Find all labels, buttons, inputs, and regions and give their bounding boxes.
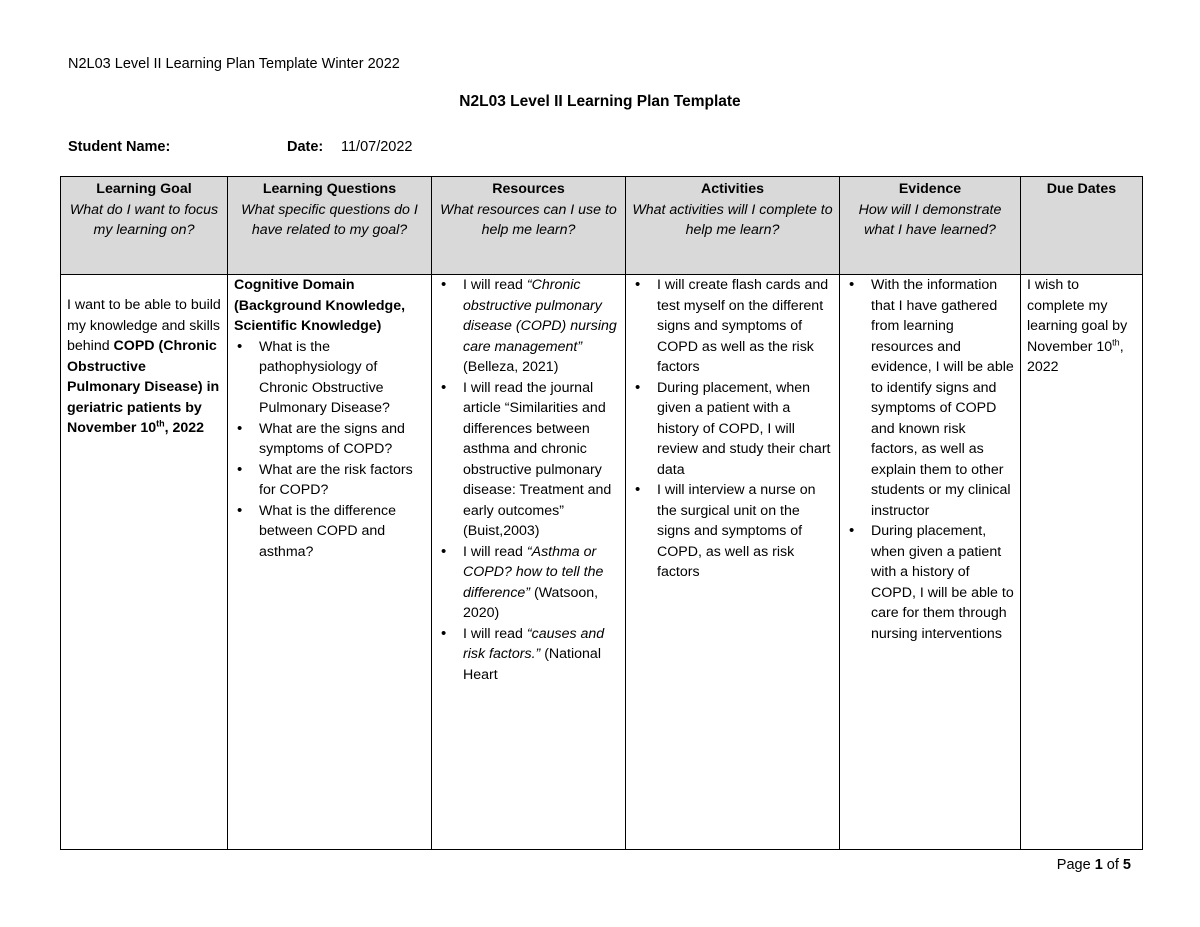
page-number	[1057, 857, 1131, 873]
activities-cell	[626, 275, 840, 850]
questions-list	[234, 337, 425, 563]
list-item	[438, 624, 619, 686]
list-item	[438, 378, 619, 542]
due-date-year: , 2022	[1027, 338, 1124, 375]
evidence-list	[846, 275, 1014, 644]
learning-goal-cell	[61, 275, 228, 850]
running-header: N2L03 Level II Learning Plan Template Winter 2022	[68, 56, 400, 72]
list-item	[438, 542, 619, 624]
resource-title: “causes and risk factors.”	[463, 625, 605, 662]
column-subtitle: What activities will I complete to help me learn?	[632, 201, 833, 238]
due-dates-cell	[1021, 275, 1143, 850]
list-item: • What is the pathophysiology of Chronic Obstructive Pulmonary Disease?	[234, 337, 425, 419]
column-header-evidence	[840, 177, 1021, 275]
learning-questions-cell	[228, 275, 432, 850]
list-item: • I will create flash cards and test myself on the different signs and symptoms of COPD as well as the risk factors	[632, 275, 833, 378]
column-subtitle: What specific questions do I have related to my goal?	[241, 201, 418, 238]
due-date-ordinal: th	[1112, 336, 1120, 347]
goal-text-topic: COPD (Chronic Obstructive Pulmonary Disease) in geriatric patients by November 10	[67, 338, 220, 436]
date-value: 11/07/2022	[341, 139, 413, 155]
student-name-label: Student Name:	[68, 139, 171, 155]
list-item: • What is the difference between COPD and asthma?	[234, 501, 425, 563]
column-header-resources	[432, 177, 626, 275]
current-page: 1	[1094, 857, 1103, 873]
cognitive-domain-title: Cognitive Domain (Background Knowledge, Scientific Knowledge)	[234, 277, 406, 334]
resource-text: I will read	[463, 277, 527, 293]
table-row	[61, 275, 1143, 850]
resource-title: “Chronic obstructive pulmonary disease (COPD) nursing care management”	[463, 277, 617, 355]
list-item: • During placement, when given a patient with a history of COPD, I will review and study their chart data	[632, 378, 833, 481]
goal-text-intro: I want to be able to build my knowledge and skills behind	[67, 297, 221, 354]
resource-text: I will read	[463, 625, 527, 642]
list-item: • What are the signs and symptoms of COPD?	[234, 419, 425, 460]
student-info-row	[68, 139, 413, 155]
resource-text: I will read	[463, 543, 527, 560]
of-label: of	[1106, 857, 1119, 873]
column-subtitle: How will I demonstrate what I have learned?	[858, 201, 1002, 238]
column-header-learning-questions	[228, 177, 432, 275]
goal-date-ordinal: th	[156, 418, 165, 429]
page-label: Page	[1056, 857, 1091, 873]
document-title: N2L03 Level II Learning Plan Template	[459, 93, 741, 110]
resource-citation: (National Heart	[463, 646, 601, 683]
column-header-due-dates	[1021, 177, 1143, 275]
list-item: • What are the risk factors for COPD?	[234, 460, 425, 501]
column-title: Learning Goal	[96, 181, 192, 197]
resources-list	[438, 275, 619, 685]
total-pages: 5	[1122, 857, 1131, 873]
date-label: Date:	[287, 139, 324, 155]
evidence-cell	[840, 275, 1021, 850]
activities-list	[632, 275, 833, 583]
list-item	[438, 275, 619, 378]
list-item: • With the information that I have gathered from learning resources and evidence, I will be able to identify signs and symptoms of COPD and known risk factors, as well as explain them to other students or my clinical instructor	[846, 275, 1014, 521]
column-title: Due Dates	[1046, 181, 1117, 197]
table-header-row	[61, 177, 1143, 275]
column-subtitle: What do I want to focus my learning on?	[69, 201, 219, 238]
column-header-learning-goal	[61, 177, 228, 275]
column-title: Activities	[700, 181, 765, 197]
column-title: Evidence	[898, 181, 962, 197]
resource-title: “Asthma or COPD? how to tell the difference”	[463, 543, 604, 601]
due-date-intro: I wish to complete my learning goal by November 10	[1027, 277, 1128, 355]
list-item: • I will interview a nurse on the surgical unit on the signs and symptoms of COPD, as well as risk factors	[632, 480, 833, 583]
column-title: Resources	[492, 181, 565, 197]
learning-goal-text	[67, 295, 221, 439]
resource-citation: (Watsoon, 2020)	[463, 584, 599, 621]
resources-cell	[432, 275, 626, 850]
due-date-text	[1027, 275, 1136, 378]
resource-text: I will read the journal article “Similarities and differences between asthma and chronic obstructive pulmonary disease: Treatment and early outcomes” (Buist,2003)	[463, 379, 612, 539]
column-title: Learning Questions	[262, 181, 397, 197]
resource-citation: (Belleza, 2021)	[463, 359, 559, 375]
column-subtitle: What resources can I use to help me learn?	[440, 201, 617, 238]
list-item: • During placement, when given a patient with a history of COPD, I will be able to care for them through nursing interventions	[846, 521, 1014, 644]
learning-plan-table	[60, 176, 1143, 850]
goal-text-year: , 2022	[164, 420, 205, 436]
column-header-activities	[626, 177, 840, 275]
